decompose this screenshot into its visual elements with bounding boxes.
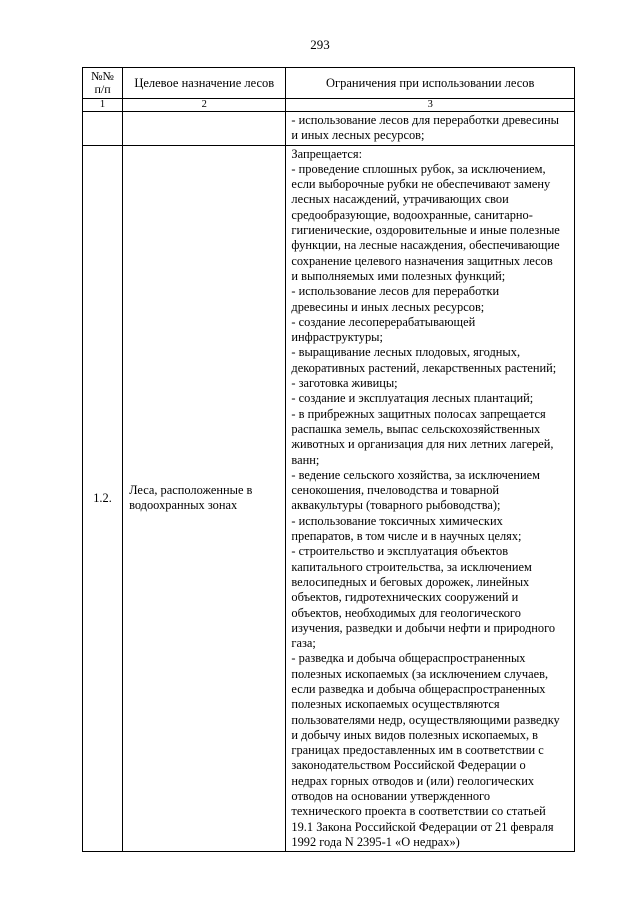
restriction-line: - использование лесов для переработки [291, 284, 500, 299]
restriction-line: и выполняемых ими полезных функций; [291, 268, 506, 283]
restriction-line: полезных ископаемых осуществляются [291, 697, 500, 712]
restriction-line: полезных ископаемых (за исключением случаев, [291, 666, 549, 681]
restriction-line: лесных насаждений, утрачивающих свои [291, 192, 509, 207]
restriction-line: - заготовка живицы; [291, 376, 398, 391]
restriction-line: границах предоставленных им в соответствии с [291, 743, 544, 758]
restriction-line: - в прибрежных защитных полосах запрещается [291, 406, 546, 421]
purpose-line: Леса, расположенные в [129, 483, 253, 498]
restriction-line: отводов на основании утвержденного [291, 789, 491, 804]
restriction-line: капитального строительства, за исключением [291, 559, 532, 574]
restriction-line: - создание лесоперерабатывающей [291, 314, 476, 329]
header-row [83, 68, 575, 99]
restriction-line: инфраструктуры; [291, 330, 383, 345]
restriction-line: аквакультуры (товарного рыбоводства); [291, 498, 501, 513]
row-purpose [123, 145, 286, 852]
continuation-purpose-cell [123, 112, 286, 146]
restriction-line: средообразующие, водоохранные, санитарно- [291, 207, 533, 222]
row-number: 1.2. [83, 145, 123, 852]
header-purpose: Целевое назначение лесов [123, 68, 286, 99]
continuation-restrictions-cell [286, 112, 575, 146]
restriction-line: - ведение сельского хозяйства, за исключением [291, 467, 540, 482]
restriction-line: если разведка и добыча общераспространенных [291, 681, 546, 696]
restriction-line: велосипедных и беговых дорожек, линейных [291, 574, 530, 589]
table-row [83, 145, 575, 852]
forest-restrictions-table [82, 67, 575, 852]
restriction-line: ванн; [291, 452, 320, 467]
restriction-line: сенокошения, пчеловодства и товарной [291, 483, 500, 498]
restriction-line: 19.1 Закона Российской Федерации от 21 февраля [291, 819, 554, 834]
page-number: 293 [310, 37, 330, 52]
column-number-2: 2 [123, 99, 286, 112]
restriction-line: Запрещается: [291, 146, 363, 161]
restriction-line: газа; [291, 636, 316, 651]
header-restrictions: Ограничения при использовании лесов [286, 68, 575, 99]
restriction-line: - создание и эксплуатация лесных плантаций; [291, 391, 534, 406]
restriction-line: если выборочные рубки не обеспечивают замену [291, 177, 551, 192]
restriction-line: технического проекта в соответствии со статьей [291, 804, 546, 819]
column-number-1: 1 [83, 99, 123, 112]
restriction-line: недрах горных отводов и (или) геологических [291, 773, 535, 788]
header-number [83, 68, 123, 99]
restriction-line: - проведение сплошных рубок, за исключением, [291, 161, 546, 176]
restriction-line: - строительство и эксплуатация объектов [291, 544, 509, 559]
restriction-line: препаратов, в том числе и в научных целях; [291, 529, 522, 544]
column-number-row [83, 99, 575, 112]
restriction-line: декоративных растений, лекарственных растений; [291, 360, 557, 375]
restriction-line: объектов, необходимых для геологического [291, 605, 521, 620]
restriction-line: пользователями недр, осуществляющими разведку [291, 712, 560, 727]
purpose-line: водоохранных зонах [129, 498, 238, 513]
restriction-line: объектов, гидротехнических сооружений и [291, 590, 519, 605]
restriction-line: животных и организация для них летних лагерей, [291, 437, 554, 452]
column-number-3: 3 [286, 99, 575, 112]
restriction-line: - разведка и добыча общераспространенных [291, 651, 526, 666]
restriction-line: древесины и иных лесных ресурсов; [291, 299, 485, 314]
header-number-line1: №№ [91, 69, 114, 83]
restriction-line: - использование токсичных химических [291, 513, 503, 528]
restriction-line: 1992 года N 2395-1 «О недрах») [291, 834, 460, 849]
restriction-line: изучения, разведки и добычи нефти и природного [291, 620, 556, 635]
restriction-line: законодательством Российской Федерации о [291, 758, 526, 773]
header-number-line2: п/п [94, 82, 111, 96]
restriction-line: и добычу иных видов полезных ископаемых, в [291, 727, 538, 742]
continuation-row [83, 112, 575, 146]
continuation-number-cell [83, 112, 123, 146]
restriction-line: распашка земель, выпас сельскохозяйственных [291, 421, 541, 436]
row-restrictions [286, 145, 575, 852]
restriction-line: гигиенические, оздоровительные и иные полезные [291, 223, 560, 238]
restriction-line: функции, на лесные насаждения, обеспечивающие [291, 238, 560, 253]
restriction-line: сохранение целевого назначения защитных лесов [291, 253, 553, 268]
restriction-line: - использование лесов для переработки древесины [291, 113, 559, 127]
restriction-line: - выращивание лесных плодовых, ягодных, [291, 345, 521, 360]
restriction-line: и иных лесных ресурсов; [291, 128, 425, 143]
